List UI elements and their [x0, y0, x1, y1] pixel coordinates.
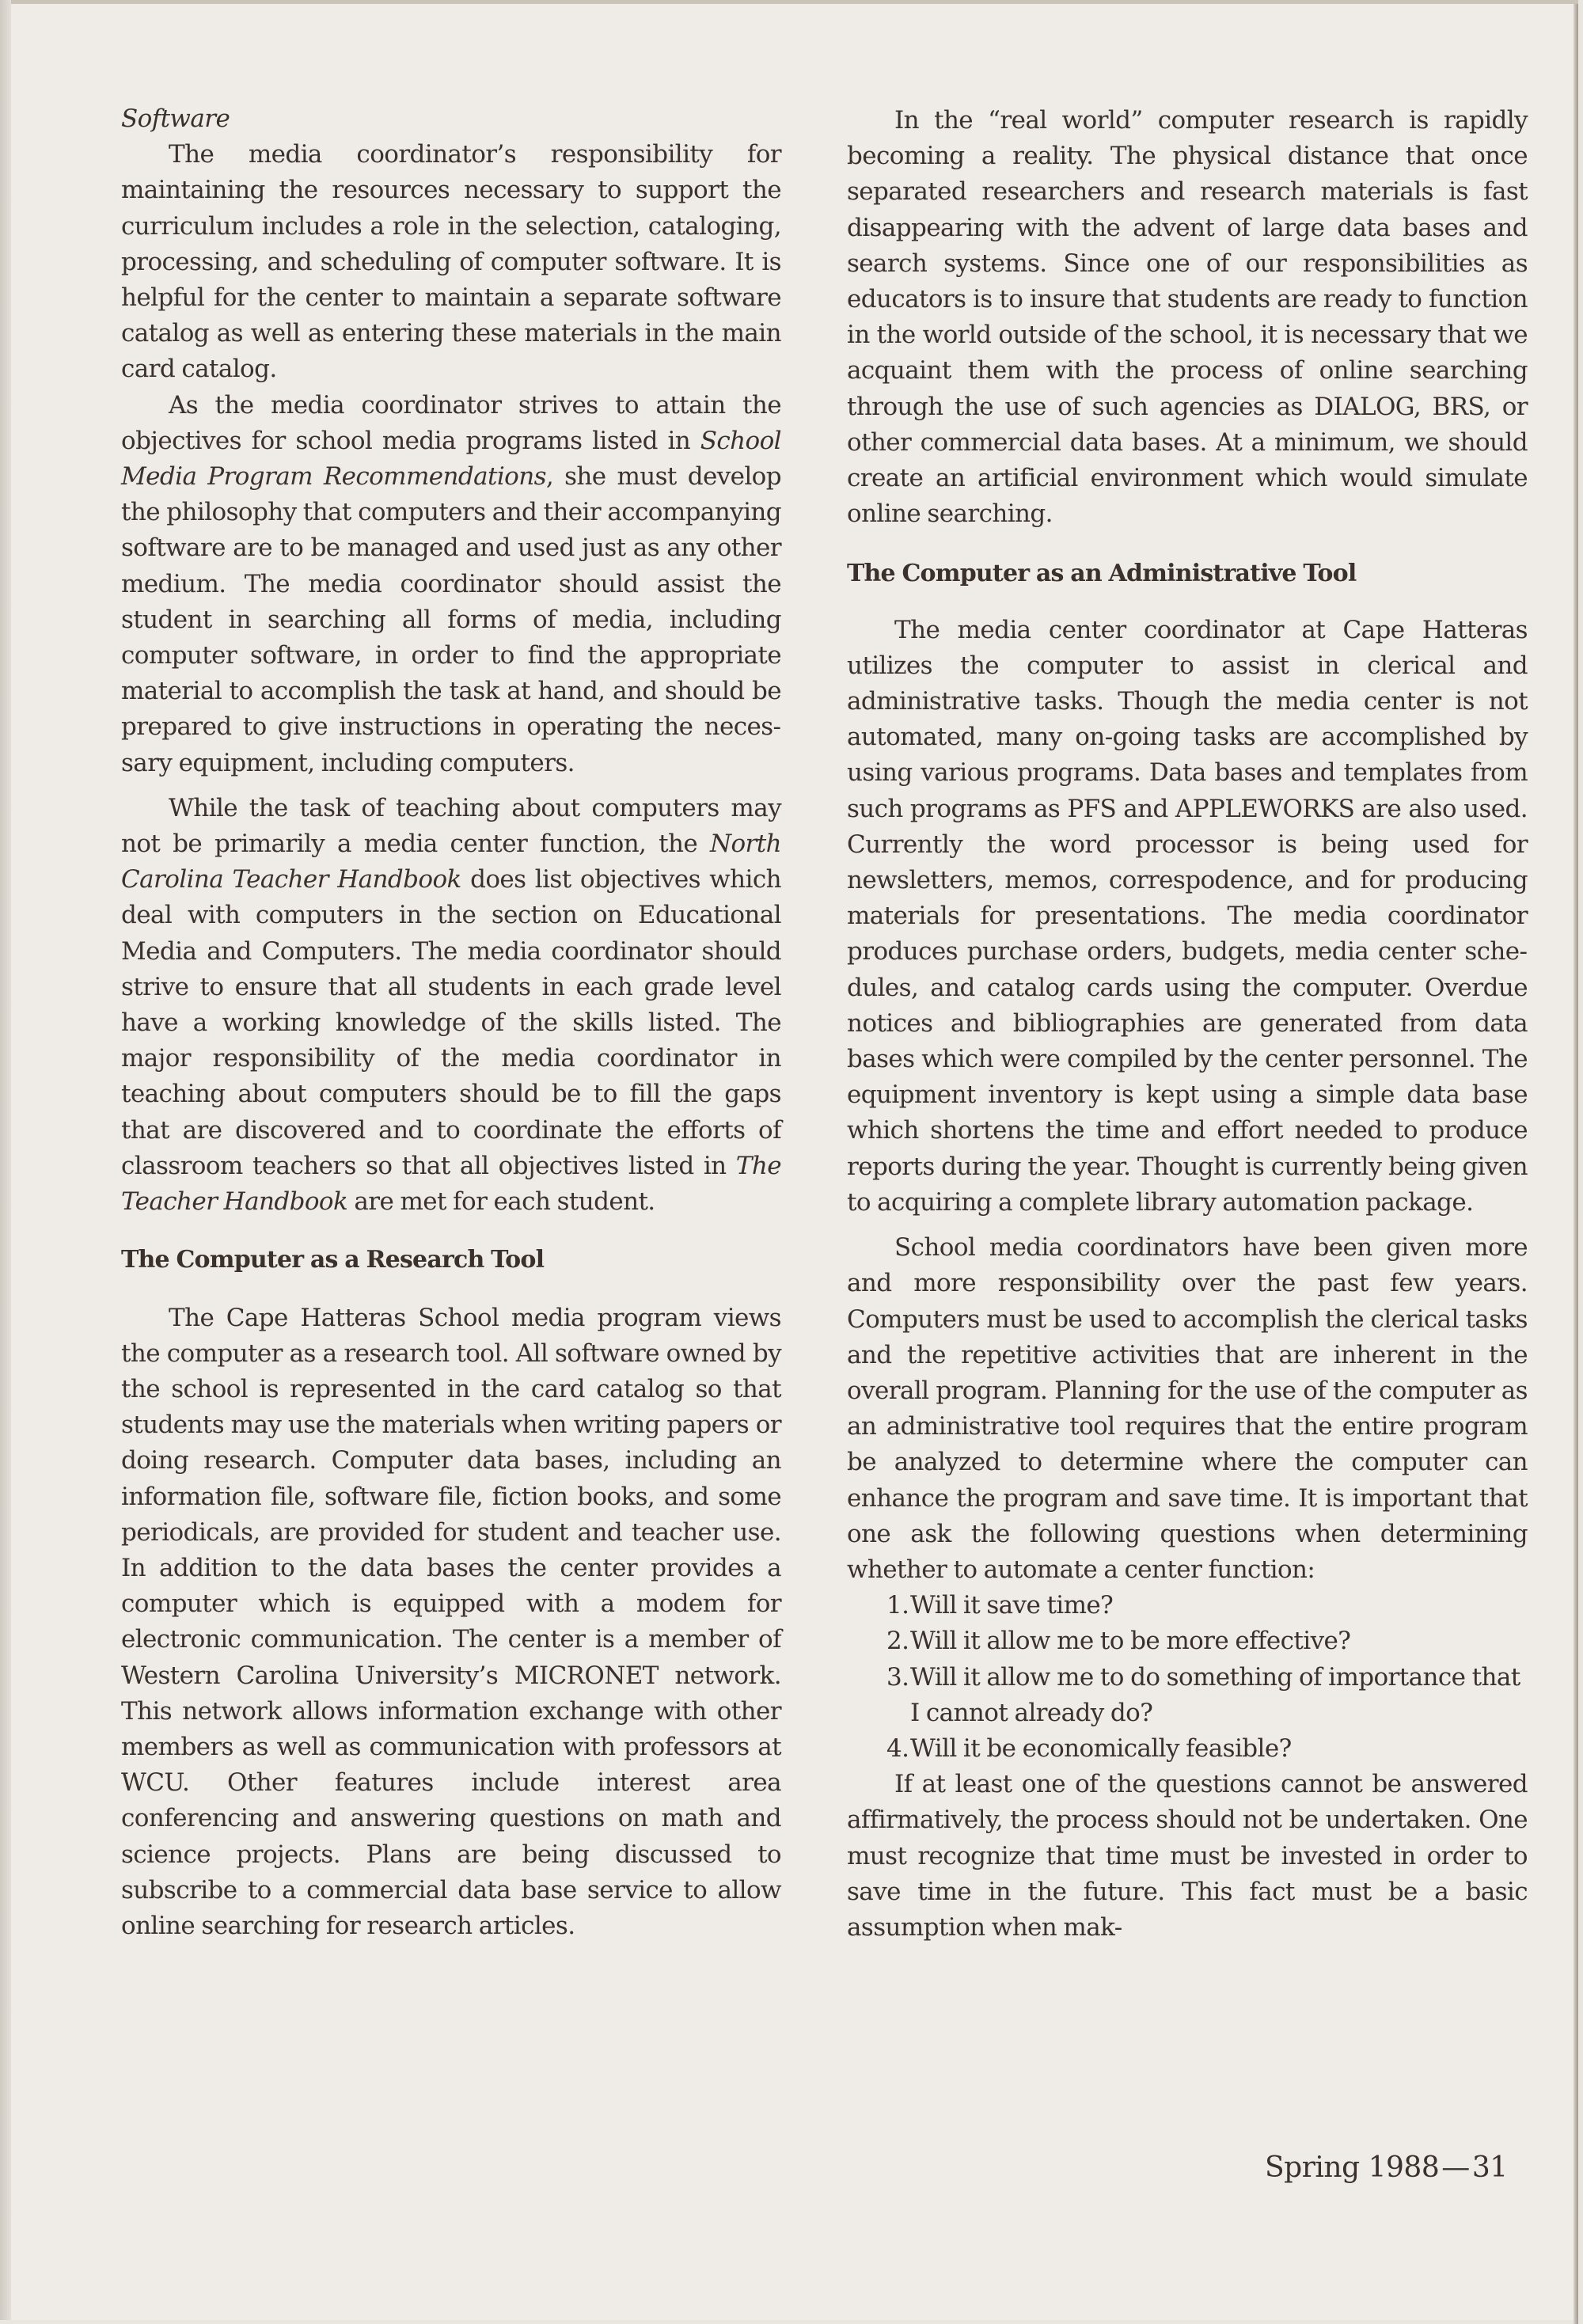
text-run: , she must develop the philosophy that computers and their accompanying software are to be managed and used just as any other medium. The media coordinator should assist the student in searching all forms of media, including computer software, in order to find the appropriate material to accomplish the task at hand, and should be prepared to give instructions in operating the necessary equipment, including computers. [121, 462, 781, 777]
page-footer: Spring 1988 — 31 [1265, 2151, 1508, 2184]
subheading-software: Software [121, 104, 230, 133]
right-column [847, 103, 1528, 1946]
paragraph-teaching-computers [121, 791, 781, 1220]
left-column [121, 101, 781, 1944]
list-item [886, 1660, 1528, 1731]
section-heading-research-tool: The Computer as a Research Tool [121, 1246, 545, 1274]
page-edge [1574, 4, 1578, 2324]
paragraph-media-objectives [121, 388, 781, 781]
list-item [886, 1731, 1528, 1767]
list-number: 3. [886, 1662, 909, 1692]
list-text: Will it save time? [910, 1591, 1114, 1620]
paragraph-research-tool: The Cape Hatteras School media program views the computer as a research tool. All software owned by the school is represented in the card catalog so that students may use the materials when writing papers or doing research. Computer data bases, including an information file, software file, fiction books, and some periodicals, are provided for student and teacher use. In addition to the data bases the center provides a computer which is equipped with a modem for electronic communication. The center is a member of Western Carolina University’s MICRONET network. This network allows information exchange with other members as well as communication with professors at WCU. Other features include interest area conferencing and answering questions on math and science projects. Plans are being discussed to subscribe to a commercial data base service to allow online searching for research articles. [121, 1303, 781, 1940]
paragraph-real-world: In the “real world” computer research is rapidly becoming a reality. The physical distance that once separated researchers and research materials is fast disappearing with the advent of large data bases and search systems. Since one of our responsibilities as educators is to insure that students are ready to function in the world outside of the school, it is necessary that we acquaint them with the process of online searching through the use of such agencies as DIALOG, BRS, or other commercial data bases. At a minimum, we should create an artificial environment which would simulate online searching. [847, 106, 1528, 529]
book-title-nc-teacher-handbook: North Carolina Teacher Handbook [121, 830, 781, 894]
paragraph-conclusion: If at least one of the questions cannot be answered affirmatively, the process should not be undertaken. One must recognize that time must be invested in order to save time in the future. This fact must be a basic assumption when mak- [847, 1770, 1528, 1942]
list-text: Will it be economically feasible? [910, 1734, 1292, 1763]
section-heading-administrative-tool: The Computer as an Administrative Tool [847, 560, 1357, 588]
list-item [886, 1623, 1528, 1659]
text-run: are met for each student. [347, 1187, 655, 1217]
list-number: 4. [886, 1734, 909, 1763]
paragraph-responsibility: School media coordinators have been given more and more responsibility over the past few years. Computers must be used to accomplish the clerical tasks and the repetitive activities that are inherent in the overall program. Planning for the use of the computer as an administrative tool requires that the entire program be analyzed to determine where the computer can enhance the program and save time. It is important that one ask the following questions when determining whether to automate a center function: [847, 1233, 1528, 1584]
page-gutter-shadow [0, 0, 11, 2320]
book-title-teacher-handbook: The Teacher Handbook [121, 1151, 781, 1217]
list-number: 1. [886, 1591, 909, 1620]
paragraph-administrative-tasks: The media center coordinator at Cape Hatteras utilizes the computer to assist in clerical and administrative tasks. Though the media center is not automated, many on-going tasks are accomplished by using various programs. Data bases and templates from such programs as PFS and APPLEWORKS are also used. Currently the word processor is being used for newsletters, memos, correspodence, and for producing materials for presentations. The media coordinator produces purchase orders, budgets, media center schedules, and catalog cards using the computer. Overdue notices and bibliographies are generated from data bases which were compiled by the center personnel. The equipment inventory is kept using a simple data base which shortens the time and effort needed to produce reports during the year. Thought is currently being given to acquiring a complete library automation package. [847, 615, 1528, 1217]
text-run: does list objectives which deal with computers in the section on Educational Media and Computers. The media coordinator should strive to ensure that all students in each grade level have a working knowledge of the skills listed. The major responsibility of the media coordinator in teaching about computers should be to fill the gaps that are discovered and to coordinate the efforts of classroom teachers so that all objectives listed in [121, 865, 781, 1180]
list-text: Will it allow me to do something of importance that I cannot already do? [910, 1662, 1520, 1727]
list-text: Will it allow me to be more effective? [910, 1627, 1351, 1656]
list-number: 2. [886, 1627, 909, 1656]
book-title-school-media-program: School Media Program Recommendations [121, 426, 781, 492]
list-item [886, 1588, 1528, 1623]
paragraph-software-responsibility: The media coordinator’s responsibility for maintaining the resources necessary to support the curriculum includes a role in the selection, cataloging, processing, and scheduling of computer software. It is helpful for the center to maintain a separate software catalog as well as entering these materials in the main card catalog. [121, 140, 781, 384]
text-run: As the media coordinator strives to attain the objectives for school media programs listed in [121, 390, 781, 455]
text-run: While the task of teaching about computers may not be primarily a media center function, the [121, 793, 781, 859]
questions-list [847, 1588, 1528, 1767]
